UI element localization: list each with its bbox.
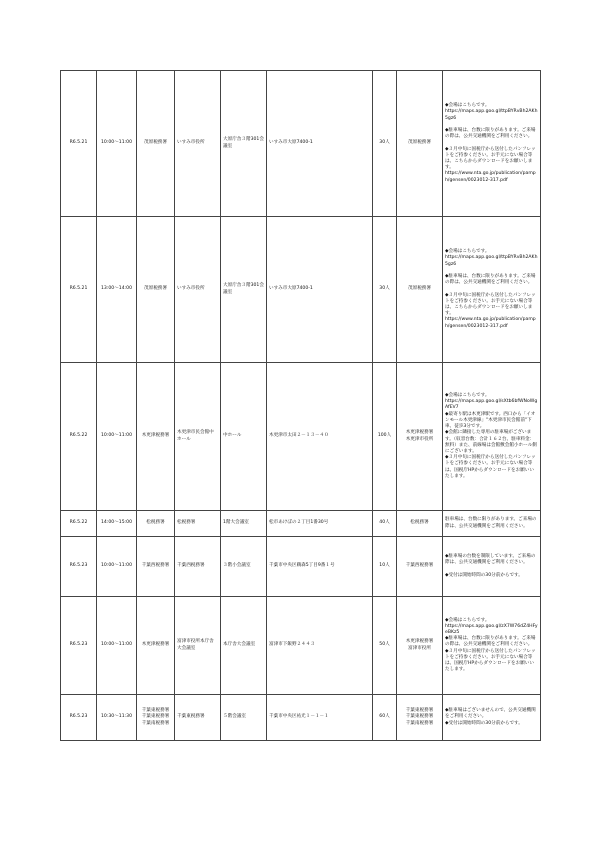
- capacity-cell: 100人: [373, 363, 397, 511]
- capacity-cell: 30人: [373, 217, 397, 363]
- date-cell: R6.5.23: [61, 695, 97, 741]
- contact-cell: 松税務署: [397, 511, 443, 537]
- date-cell: R6.5.23: [61, 537, 97, 597]
- time-cell: 10:00～11:00: [97, 363, 137, 511]
- table-row: [61, 597, 541, 695]
- notes-cell: ◆駐車場はございませんので、公共交通機関をご利用ください。 ◆受付は開始時間の30分前からです。: [443, 695, 541, 741]
- table-row: [61, 71, 541, 217]
- capacity-cell: 50人: [373, 597, 397, 695]
- date-cell: R6.5.21: [61, 217, 97, 363]
- capacity-cell: 40人: [373, 511, 397, 537]
- notes-cell: ◆会場はこちらです。 https://maps.app.goo.gl/zX7W76dZ4HFyeBKz5 ◆駐車場は、台数に限りがあります。ご来場の際は、公共交通機関をご利用ください。 ◆３月中旬に国税庁から送付したパンフレットをご持参ください。お手元にない場合等は、国税庁HPからダウンロードをお願いいたします。: [443, 597, 541, 695]
- capacity-cell: 60人: [373, 695, 397, 741]
- seminar-schedule-table: [60, 70, 541, 741]
- host-office-cell: 木更津税務署: [137, 363, 175, 511]
- notes-cell: ◆駐車場の台数を制限しています。ご来場の際は、公共交通機関をご利用ください。 ◆受付は開始時間の30分前からです。: [443, 537, 541, 597]
- host-office-cell: 茂原税務署: [137, 217, 175, 363]
- table-row: [61, 511, 541, 537]
- venue-cell: 千葉東税務署: [175, 695, 221, 741]
- schedule-sheet: [60, 70, 540, 741]
- host-office-cell: 千葉西税務署: [137, 537, 175, 597]
- notes-cell: 駐車場は、台数に限りがあります。ご来場の際は、公共交通機関をご利用ください。: [443, 511, 541, 537]
- host-office-cell: 木更津税務署: [137, 597, 175, 695]
- date-cell: R6.5.21: [61, 71, 97, 217]
- table-row: [61, 695, 541, 741]
- venue-cell: 富津市役所本庁舎大会議室: [175, 597, 221, 695]
- address-cell: いすみ市大原7400-1: [267, 71, 373, 217]
- time-cell: 10:00～11:00: [97, 597, 137, 695]
- notes-cell: ◆会場はこちらです。 https://maps.app.goo.gl/ttpBYRvBh2AKh5gz6 ◆駐車場は、台数に限りがあります。ご来場の際は、公共交通機関をご利用ください。 ◆３月中旬に国税庁から送付したパンフレットをご持参ください。お手元にない場合等は、こちらからダウンロードをお願いします。 https://www.nta.go.jp/publication/pamph/gensen/0023012-317.pdf: [443, 71, 541, 217]
- notes-cell: ◆会場はこちらです。 https://maps.app.goo.gl/sXtb6bfWNoWgAfEV7 ◆最寄り駅は木更津駅です。西口から「イオンモール木更津線」"木更津市民会館前"下車、徒歩3分です。 ◆会館に隣接した専用の駐車場がございます。（収容台数：合計１６２台、駐車料金：無料）また、前線場は会館敷会館小ホール側にございます。 ◆３月中旬に国税庁から送付したパンフレットをご持参ください。お手元にない場合等は、国税庁HPからダウンロードをお願いいたします。: [443, 363, 541, 511]
- room-cell: 中ホール: [221, 363, 267, 511]
- room-cell: 大原庁舎３階301会議室: [221, 217, 267, 363]
- address-cell: 木更津市太田２－１３－４０: [267, 363, 373, 511]
- address-cell: いすみ市大原7400-1: [267, 217, 373, 363]
- time-cell: 10:30～11:30: [97, 695, 137, 741]
- contact-cell: 木更津税務署 富津市役所: [397, 597, 443, 695]
- table-row: [61, 537, 541, 597]
- contact-cell: 千葉東税務署 千葉東税務署 千葉南税務署: [397, 695, 443, 741]
- venue-cell: 千葉西税務署: [175, 537, 221, 597]
- date-cell: R6.5.22: [61, 511, 97, 537]
- time-cell: 14:00～15:00: [97, 511, 137, 537]
- date-cell: R6.5.23: [61, 597, 97, 695]
- time-cell: 13:00～14:00: [97, 217, 137, 363]
- contact-cell: 千葉西税務署: [397, 537, 443, 597]
- venue-cell: 松税務署: [175, 511, 221, 537]
- address-cell: 松市あけぼの２丁目1番30号: [267, 511, 373, 537]
- table-row: [61, 217, 541, 363]
- table-row: [61, 363, 541, 511]
- table-body: [61, 71, 541, 741]
- contact-cell: 茂原税務署: [397, 217, 443, 363]
- contact-cell: 木更津税務署 木更津市役所: [397, 363, 443, 511]
- capacity-cell: 30人: [373, 71, 397, 217]
- host-office-cell: 茂原税務署: [137, 71, 175, 217]
- room-cell: ３階小会議室: [221, 537, 267, 597]
- notes-cell: ◆会場はこちらです。 https://maps.app.goo.gl/ttpBYRvBh2AKh5gz6 ◆駐車場は、台数に限りがあります。ご来場の際は、公共交通機関をご利用ください。 ◆３月中旬に国税庁から送付したパンフレットをご持参ください。お手元にない場合等は、こちらからダウンロードをお願いします。 https://www.nta.go.jp/publication/pamph/gensen/0023012-317.pdf: [443, 217, 541, 363]
- venue-cell: いすみ市役所: [175, 71, 221, 217]
- room-cell: 大原庁舎３階301会議室: [221, 71, 267, 217]
- address-cell: 千葉市中央区祐光１－１－１: [267, 695, 373, 741]
- time-cell: 10:00～11:00: [97, 537, 137, 597]
- date-cell: R6.5.22: [61, 363, 97, 511]
- venue-cell: いすみ市役所: [175, 217, 221, 363]
- host-office-cell: 松税務署: [137, 511, 175, 537]
- address-cell: 千葉市中央区鵜森5丁目9番１号: [267, 537, 373, 597]
- time-cell: 10:00～11:00: [97, 71, 137, 217]
- room-cell: 1階大会議室: [221, 511, 267, 537]
- room-cell: ５階会議室: [221, 695, 267, 741]
- address-cell: 富津市下飯野２４４３: [267, 597, 373, 695]
- host-office-cell: 千葉東税務署 千葉東税務署 千葉南税務署: [137, 695, 175, 741]
- room-cell: 本庁舎大会議室: [221, 597, 267, 695]
- capacity-cell: 10人: [373, 537, 397, 597]
- contact-cell: 茂原税務署: [397, 71, 443, 217]
- venue-cell: 木更津市民会館中ホール: [175, 363, 221, 511]
